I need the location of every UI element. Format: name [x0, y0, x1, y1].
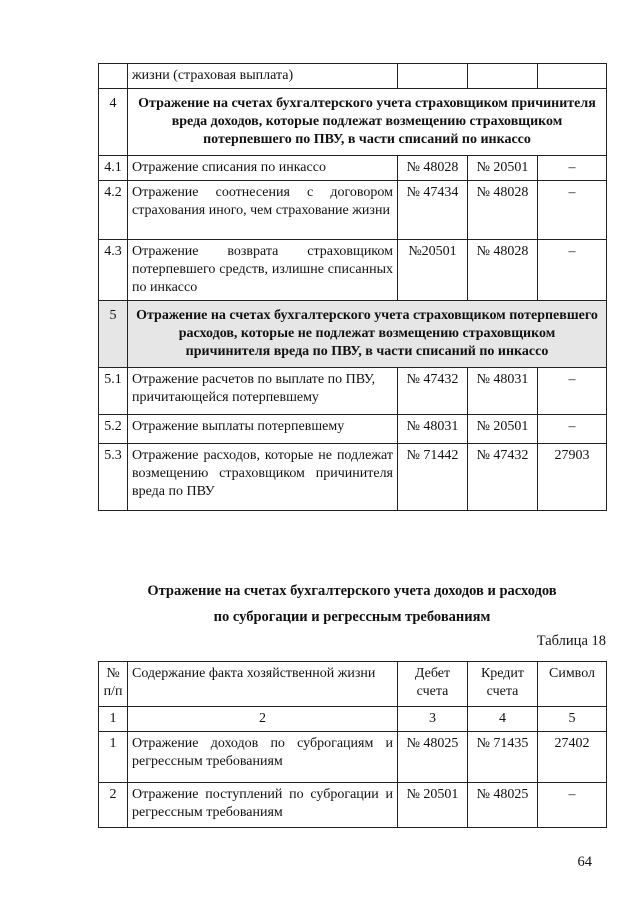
header-content: Содержание факта хозяйственной жизни — [128, 662, 398, 707]
header-number: № п/п — [99, 662, 128, 707]
debit-cell: № 48028 — [398, 156, 468, 181]
row-number-cell: 5.3 — [99, 444, 128, 511]
symbol-cell: – — [538, 240, 607, 301]
symbol-cell: – — [538, 368, 607, 415]
row-content-cell: Отражение выплаты потерпевшему — [128, 415, 398, 444]
table-row — [99, 444, 607, 511]
symbol-cell: – — [538, 783, 607, 828]
credit-cell: № 48028 — [468, 181, 538, 240]
table-row — [99, 368, 607, 415]
accounting-table-continued — [98, 63, 607, 511]
debit-cell: № 47432 — [398, 368, 468, 415]
row-content-cell: Отражение поступлений по суброгации и регрессным требованиям — [128, 783, 398, 828]
debit-cell — [398, 64, 468, 89]
section-number: 4 — [99, 89, 128, 156]
row-content-cell: Отражение списания по инкассо — [128, 156, 398, 181]
row-content-cell: Отражение возврата страховщиком потерпевшего средств, излишне списанных по инкассо — [128, 240, 398, 301]
column-number: 2 — [128, 707, 398, 732]
row-content-cell: Отражение расходов, которые не подлежат возмещению страховщиком причинителя вреда по ПВУ — [128, 444, 398, 511]
debit-cell: №20501 — [398, 240, 468, 301]
row-number-cell: 4.2 — [99, 181, 128, 240]
row-content-cell: Отражение доходов по суброгациям и регрессным требованиям — [128, 732, 398, 783]
symbol-cell: 27402 — [538, 732, 607, 783]
credit-cell: № 20501 — [468, 415, 538, 444]
table-row — [99, 181, 607, 240]
table-row — [99, 64, 607, 89]
row-number-cell: 1 — [99, 732, 128, 783]
header-symbol: Символ — [538, 662, 607, 707]
table-caption: Таблица 18 — [536, 633, 606, 649]
credit-cell: № 48031 — [468, 368, 538, 415]
header-credit: Кредит счета — [468, 662, 538, 707]
table-row — [99, 240, 607, 301]
credit-cell — [468, 64, 538, 89]
credit-cell: № 20501 — [468, 156, 538, 181]
section-heading-line-2: по суброгации и регрессным требованиям — [213, 609, 491, 625]
row-content-cell: Отражение расчетов по выплате по ПВУ, причитающейся потерпевшему — [128, 368, 398, 415]
row-number-cell: 5.1 — [99, 368, 128, 415]
debit-cell: № 71442 — [398, 444, 468, 511]
column-number: 3 — [398, 707, 468, 732]
table-header-row — [99, 662, 607, 707]
credit-cell: № 47432 — [468, 444, 538, 511]
credit-cell: № 48028 — [468, 240, 538, 301]
section-title: Отражение на счетах бухгалтерского учета страховщиком потерпевшего расходов, которые не подлежат возмещению страховщиком причинителя вреда по ПВУ, в части списаний по инкассо — [128, 301, 607, 368]
table-row — [99, 783, 607, 828]
symbol-cell: 27903 — [538, 444, 607, 511]
section-row — [99, 301, 607, 368]
debit-cell: № 48025 — [398, 732, 468, 783]
row-number-cell: 2 — [99, 783, 128, 828]
credit-cell: № 48025 — [468, 783, 538, 828]
section-number: 5 — [99, 301, 128, 368]
column-number-row — [99, 707, 607, 732]
symbol-cell: – — [538, 415, 607, 444]
accounting-table-18 — [98, 661, 607, 828]
symbol-cell: – — [538, 156, 607, 181]
header-debit: Дебет счета — [398, 662, 468, 707]
table-row — [99, 732, 607, 783]
row-number-cell: 4.1 — [99, 156, 128, 181]
page-number: 64 — [577, 854, 592, 870]
section-heading-line-1: Отражение на счетах бухгалтерского учета доходов и расходов — [147, 583, 557, 599]
row-content-cell: Отражение соотнесения с договором страхования иного, чем страхование жизни — [128, 181, 398, 240]
debit-cell: № 48031 — [398, 415, 468, 444]
credit-cell: № 71435 — [468, 732, 538, 783]
column-number: 1 — [99, 707, 128, 732]
debit-cell: № 47434 — [398, 181, 468, 240]
section-row — [99, 89, 607, 156]
symbol-cell — [538, 64, 607, 89]
section-title: Отражение на счетах бухгалтерского учета страховщиком причинителя вреда доходов, которые подлежат возмещению страховщиком потерпевшего по ПВУ, в части списаний по инкассо — [128, 89, 607, 156]
row-number-cell: 4.3 — [99, 240, 128, 301]
row-content-cell: жизни (страховая выплата) — [128, 64, 398, 89]
row-number-cell — [99, 64, 128, 89]
table-row — [99, 156, 607, 181]
table-row — [99, 415, 607, 444]
row-number-cell: 5.2 — [99, 415, 128, 444]
column-number: 5 — [538, 707, 607, 732]
column-number: 4 — [468, 707, 538, 732]
debit-cell: № 20501 — [398, 783, 468, 828]
symbol-cell: – — [538, 181, 607, 240]
